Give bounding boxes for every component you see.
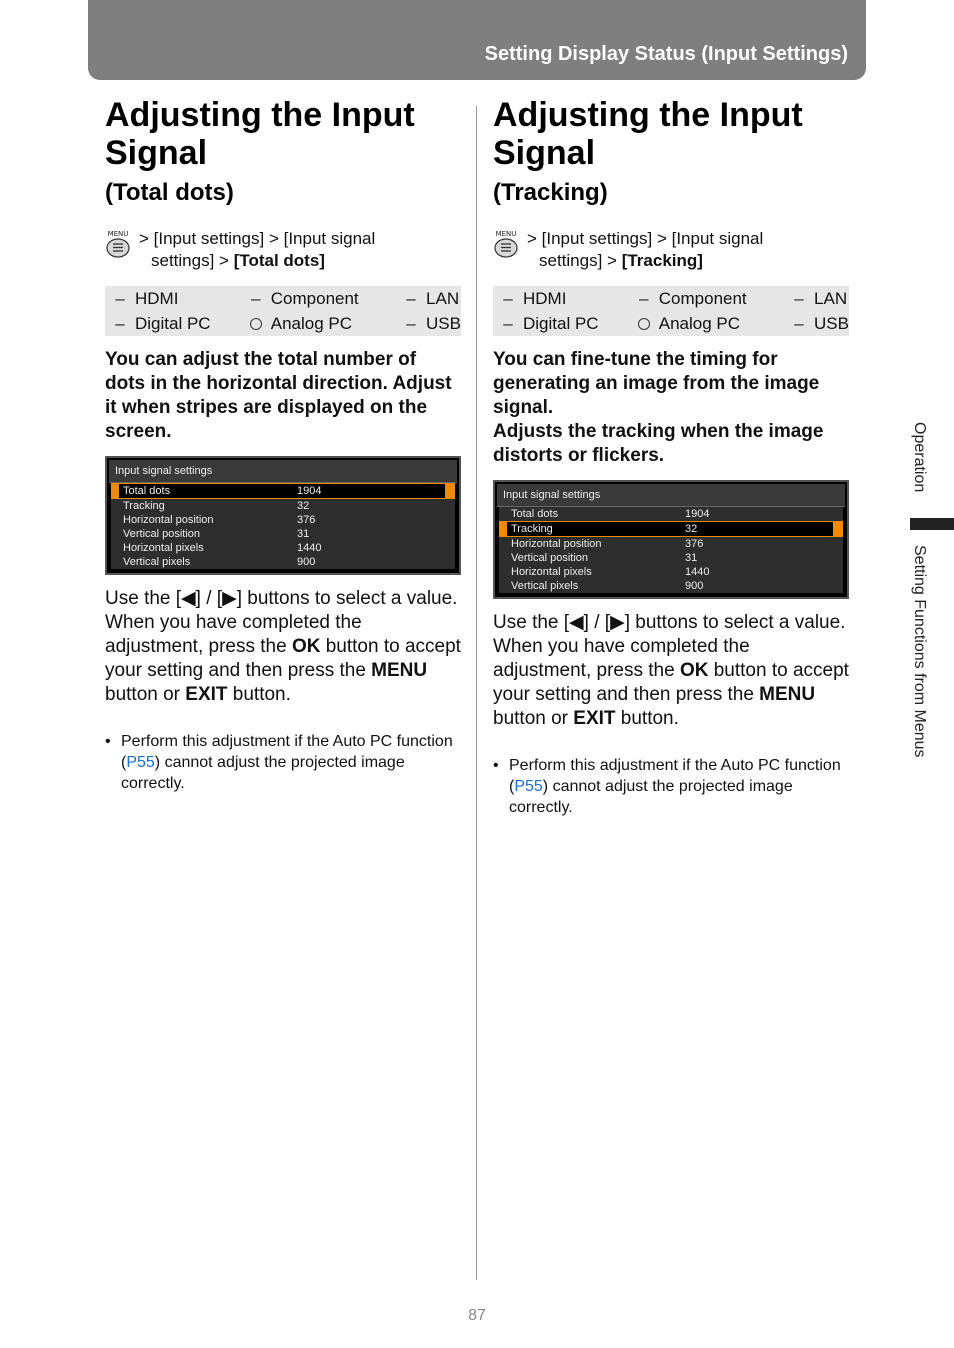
- menu-row-label: Vertical pixels: [511, 580, 579, 592]
- menu-row-label: Horizontal position: [511, 538, 602, 550]
- right-path-line2: [527, 250, 849, 272]
- instr-text: button.: [227, 684, 291, 705]
- menu-row-label: Vertical pixels: [123, 556, 191, 568]
- right-signal-analog-pc: [629, 311, 784, 336]
- signal-label: Digital PC: [523, 313, 599, 333]
- right-instructions: [493, 611, 849, 731]
- signal-label: Analog PC: [658, 313, 741, 333]
- menu-row-label: Horizontal position: [123, 514, 214, 526]
- right-signal-lan: [784, 286, 849, 311]
- left-subtitle: (Total dots): [105, 179, 234, 206]
- left-signal-table: [105, 286, 461, 336]
- signal-label: HDMI: [523, 288, 567, 308]
- menu-row: [499, 537, 843, 551]
- right-signal-component: [629, 286, 784, 311]
- left-title: Adjusting the Input Signal: [105, 96, 415, 172]
- left-signal-hdmi: [105, 286, 241, 311]
- right-path-target: [Tracking]: [621, 251, 703, 270]
- menu-row-value: 900: [297, 556, 316, 568]
- side-chapter-label: Setting Functions from Menus: [911, 545, 928, 758]
- menu-row: [111, 499, 455, 513]
- dash-mark-icon: –: [406, 288, 416, 308]
- right-signal-usb: [784, 311, 849, 336]
- left-instructions: [105, 587, 461, 707]
- exit-button-name: EXIT: [573, 708, 616, 729]
- signal-label: USB: [814, 313, 849, 333]
- menu-icon-label: MENU: [495, 230, 517, 238]
- right-signal-hdmi: [493, 286, 629, 311]
- instr-text: ] / [: [195, 588, 223, 609]
- menu-row-label: Tracking: [123, 500, 165, 512]
- signal-label: Component: [270, 288, 359, 308]
- dash-mark-icon: –: [115, 288, 125, 308]
- right-path-line1: > [Input settings] > [Input signal: [527, 229, 764, 248]
- menu-screen-title: Input signal settings: [109, 460, 457, 483]
- left-signal-component: [241, 286, 396, 311]
- menu-row: [111, 541, 455, 555]
- column-divider: [476, 106, 477, 1280]
- left-path-target: [Total dots]: [233, 251, 325, 270]
- dash-mark-icon: –: [115, 313, 125, 333]
- signal-label: HDMI: [135, 288, 179, 308]
- right-triangle-icon: ▶: [610, 612, 625, 633]
- right-signal-table: [493, 286, 849, 336]
- header-bar: [88, 0, 866, 80]
- ok-button-name: OK: [679, 660, 709, 681]
- bullet: •: [105, 733, 111, 750]
- circle-mark-icon: [638, 318, 650, 330]
- left-triangle-icon: ◀: [181, 588, 196, 609]
- instr-text: Use the [: [493, 612, 570, 633]
- menu-row-value: 376: [297, 514, 316, 526]
- signal-label: Component: [658, 288, 747, 308]
- note-text: ) cannot adjust the projected image correctly.: [509, 778, 793, 816]
- left-signal-digital-pc: [105, 311, 241, 336]
- instr-text: button.: [615, 708, 679, 729]
- instr-text: button or: [493, 708, 574, 729]
- signal-label: Digital PC: [135, 313, 211, 333]
- right-title: Adjusting the Input Signal: [493, 96, 803, 172]
- menu-row-value: 1904: [685, 508, 710, 520]
- dash-mark-icon: –: [639, 288, 649, 308]
- left-path-prefix: settings] >: [151, 251, 234, 270]
- instr-text: Use the [: [105, 588, 182, 609]
- dash-mark-icon: –: [406, 313, 416, 333]
- menu-row-value: 1904: [297, 485, 322, 497]
- left-lead-text: You can adjust the total number of dots in the horizontal direction. Adjust it when stripes are displayed on the screen.: [105, 349, 452, 442]
- menu-row-value: 32: [297, 500, 310, 512]
- left-path-line2: [139, 250, 461, 272]
- menu-button-icon: [493, 228, 519, 258]
- right-triangle-icon: ▶: [222, 588, 237, 609]
- right-column: [493, 96, 849, 818]
- dash-mark-icon: –: [503, 313, 513, 333]
- signal-label: Analog PC: [270, 313, 353, 333]
- menu-row-value: 31: [685, 552, 698, 564]
- page-number: 87: [468, 1307, 486, 1324]
- note-text: Perform this adjustment if the Auto PC function (: [509, 757, 841, 795]
- left-signal-analog-pc: [241, 311, 396, 336]
- left-column: [105, 96, 461, 794]
- instr-text: When you have completed the adjustment, press the: [493, 636, 750, 681]
- right-lead-line2: Adjusts the tracking when the image distorts or flickers.: [493, 421, 824, 466]
- signal-label: LAN: [426, 288, 460, 308]
- instr-text: ] / [: [583, 612, 611, 633]
- signal-label: USB: [426, 313, 461, 333]
- instr-text: button or: [105, 684, 186, 705]
- dash-mark-icon: –: [794, 288, 804, 308]
- right-lead-text: [493, 348, 849, 468]
- menu-row: [499, 507, 843, 521]
- side-section-label: Operation: [911, 422, 928, 493]
- menu-row: [111, 555, 455, 569]
- left-menu-screenshot: [105, 456, 461, 575]
- menu-icon-label: MENU: [107, 230, 129, 238]
- dash-mark-icon: –: [251, 288, 261, 308]
- menu-row: [499, 579, 843, 593]
- left-note: [105, 731, 461, 794]
- menu-row-value: 31: [297, 528, 310, 540]
- left-menu-path: [105, 228, 461, 272]
- right-subtitle: (Tracking): [493, 179, 608, 206]
- dash-mark-icon: –: [794, 313, 804, 333]
- menu-button-name: MENU: [759, 684, 816, 705]
- circle-mark-icon: [250, 318, 262, 330]
- right-note: [493, 755, 849, 818]
- right-signal-digital-pc: [493, 311, 629, 336]
- instr-text: When you have completed the adjustment, press the: [105, 612, 362, 657]
- menu-row: [499, 565, 843, 579]
- menu-row-value: 376: [685, 538, 704, 550]
- menu-button-name: MENU: [371, 660, 428, 681]
- right-lead-line1: You can fine-tune the timing for generating an image from the image signal.: [493, 349, 820, 418]
- instr-text: button to accept your setting and then press the: [493, 660, 849, 705]
- left-triangle-icon: ◀: [569, 612, 584, 633]
- ok-button-name: OK: [291, 636, 321, 657]
- side-tab-marker: [910, 518, 954, 530]
- menu-row-label: Tracking: [511, 523, 553, 535]
- signal-label: LAN: [814, 288, 848, 308]
- menu-row-label: Total dots: [123, 485, 171, 497]
- menu-row-label: Total dots: [511, 508, 559, 520]
- menu-row: [499, 551, 843, 565]
- menu-row-label: Vertical position: [511, 552, 589, 564]
- note-text: ) cannot adjust the projected image correctly.: [121, 754, 405, 792]
- left-signal-lan: [396, 286, 461, 311]
- menu-row: [111, 483, 455, 499]
- dash-mark-icon: –: [503, 288, 513, 308]
- instr-text: ] buttons to select a value.: [236, 588, 458, 609]
- menu-row-value: 1440: [297, 542, 322, 554]
- page-link[interactable]: P55: [514, 778, 543, 795]
- menu-button-icon: [105, 228, 131, 258]
- menu-row-value: 1440: [685, 566, 710, 578]
- menu-row-label: Horizontal pixels: [123, 542, 204, 554]
- instr-text: button to accept your setting and then press the: [105, 636, 461, 681]
- menu-row-value: 32: [685, 523, 698, 535]
- right-path-prefix: settings] >: [539, 251, 622, 270]
- right-menu-screenshot: [493, 480, 849, 599]
- left-path-line1: > [Input settings] > [Input signal: [139, 229, 376, 248]
- menu-row: [499, 521, 843, 537]
- exit-button-name: EXIT: [185, 684, 228, 705]
- header-title: Setting Display Status (Input Settings): [484, 43, 848, 65]
- page-link[interactable]: P55: [126, 754, 155, 771]
- menu-screen-title: Input signal settings: [497, 484, 845, 507]
- note-text: Perform this adjustment if the Auto PC function (: [121, 733, 453, 771]
- menu-row: [111, 513, 455, 527]
- menu-row-value: 900: [685, 580, 704, 592]
- menu-row-label: Vertical position: [123, 528, 201, 540]
- bullet: •: [493, 757, 499, 774]
- right-menu-path: [493, 228, 849, 272]
- instr-text: ] buttons to select a value.: [624, 612, 846, 633]
- left-signal-usb: [396, 311, 461, 336]
- menu-row: [111, 527, 455, 541]
- menu-row-label: Horizontal pixels: [511, 566, 592, 578]
